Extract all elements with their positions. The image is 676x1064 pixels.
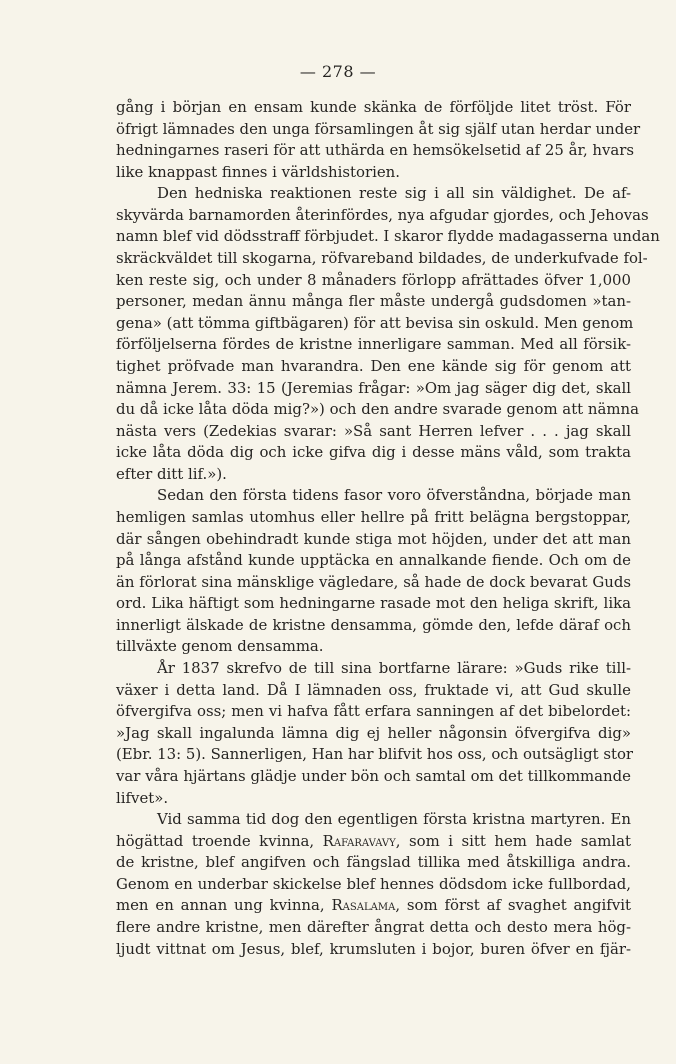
text-line: tighet pröfvade man hvarandra. Den ene kände sig för genom att: [116, 356, 631, 375]
text-line: Sedan den första tidens fasor voro öfverståndna, började man: [157, 486, 631, 505]
text-line: skyvärda barnamorden återinfördes, nya afgudar gjordes, och Jehovas: [116, 205, 649, 224]
text-line: »Jag skall ingalunda lämna dig ej heller någonsin öfvergifva dig»: [116, 723, 631, 742]
text-line: Den hedniska reaktionen reste sig i all sin väldighet. De af-: [157, 184, 631, 203]
text-line: efter ditt lif.»).: [116, 464, 227, 483]
text-line: skräckväldet till skogarna, röfvareband bildades, de underkufvade fol-: [116, 249, 648, 268]
text-line: öfrigt lämnades den unga församlingen åt sig själf utan herdar under: [116, 119, 641, 138]
text-line: än förlorat sina mänsklige vägledare, så hade de dock bevarat Guds: [116, 572, 631, 591]
text-line: öfvergifva oss; men vi hafva fått erfara sanningen af det bibelordet:: [116, 702, 631, 721]
body-text: [116, 97, 660, 960]
text-line: namn blef vid dödsstraff förbjudet. I skaror flydde madagasserna undan: [116, 227, 660, 246]
text-line: personer, medan ännu många fler måste undergå gudsdomen »tan-: [116, 292, 631, 311]
text-line: de kristne, blef angifven och fängslad tillika med åtskilliga andra.: [116, 853, 631, 872]
text-line: (Ebr. 13: 5). Sannerligen, Han har blifvit hos oss, och outsägligt stor: [116, 745, 634, 764]
text-line: nämna Jerem. 33: 15 (Jeremias frågar: »Om jag säger dig det, skall: [116, 378, 631, 397]
text-line: men en annan ung kvinna, Rasalama, som först af svaghet angifvit: [116, 896, 631, 915]
text-line: Genom en underbar skickelse blef hennes dödsdom icke fullbordad,: [116, 874, 631, 893]
text-line: like knappast finnes i världshistorien.: [116, 162, 400, 181]
text-line: hemligen samlas utomhus eller hellre på fritt belägna bergstoppar,: [116, 507, 631, 526]
text-line: förföljelserna fördes de kristne innerligare samman. Med all försik-: [116, 335, 631, 354]
text-line: du då icke låta döda mig?») och den andre svarade genom att nämna: [116, 400, 639, 419]
page-number: — 278 —: [299, 62, 377, 81]
text-line: växer i detta land. Då I lämnaden oss, fruktade vi, att Gud skulle: [116, 680, 631, 699]
text-line: icke låta döda dig och icke gifva dig i desse mäns våld, som trakta: [116, 443, 631, 462]
text-line: flere andre kristne, men därefter ångrat detta och desto mera hög-: [116, 917, 631, 936]
text-line: på långa afstånd kunde upptäcka en annalkande fiende. Och om de: [116, 551, 631, 570]
text-line: hedningarnes raseri för att uthärda en hemsökelsetid af 25 år, hvars: [116, 141, 635, 160]
text-line: gång i början en ensam kunde skänka de förföljde litet tröst. För: [116, 98, 631, 116]
text-line: ord. Lika häftigt som hedningarne rasade mot den heliga skrift, lika: [116, 594, 631, 613]
text-line: ljudt vittnat om Jesus, blef, krumsluten i bojor, buren öfver en fjär-: [116, 939, 631, 958]
text-line: högättad troende kvinna, Rafaravavy, som i sitt hem hade samlat: [116, 831, 631, 850]
text-line: Vid samma tid dog den egentligen första kristna martyren. En: [157, 810, 631, 829]
text-line: År 1837 skrefvo de till sina bortfarne lärare: »Guds rike till-: [157, 659, 631, 678]
text-line: gena» (att tömma giftbägaren) för att bevisa sin oskuld. Men genom: [116, 313, 634, 332]
text-line: ken reste sig, och under 8 månaders förlopp afrättades öfver 1,000: [116, 270, 631, 289]
text-line: tillväxte genom densamma.: [116, 637, 324, 656]
text-line: nästa vers (Zedekias svarar: »Så sant Herren lefver . . . jag skall: [116, 421, 631, 440]
text-line: innerligt älskade de kristne densamma, gömde den, lefde däraf och: [116, 615, 631, 634]
text-line: var våra hjärtans glädje under bön och samtal om det tillkommande: [116, 766, 631, 785]
text-line: där sången obehindradt kunde stiga mot höjden, under det att man: [116, 529, 631, 548]
text-line: lifvet».: [116, 788, 169, 807]
